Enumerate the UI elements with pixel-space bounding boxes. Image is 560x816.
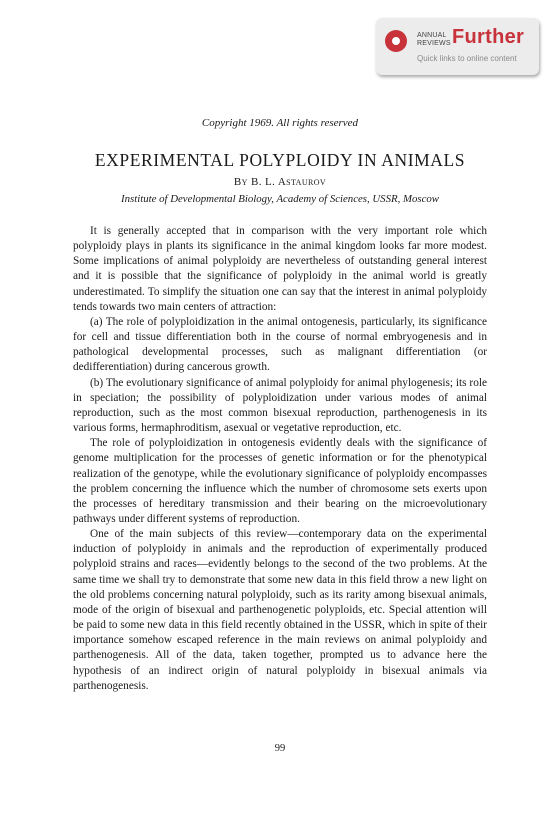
author-affiliation: Institute of Developmental Biology, Academy of Sciences, USSR, Moscow [121,193,439,205]
annual-reviews-further-badge[interactable] [376,18,539,75]
paragraph-review-subjects: One of the main subjects of this review—contemporary data on the experimental induction of polyploidy in animals and the reproduction of experimentally produced polyploid strains and races—evidently belongs to the second of the two problems. At the same time we shall try to demonstrate that some new data in this field throw a new light on the old problems concerning natural polyploidy, such as its rarity among bisexual animals, mode of the origin of bisexual and parthenogenetic polyploids, etc. Special attention will be paid to some new data in this field recently obtained in the USSR, which in spite of their importance somehow escaped reference in the main reviews on animal polyploidy and parthenogenesis. All of the data, taken together, prompted us to advance here the hypothesis of an indirect origin of natural polyploidy in bisexual animals via parthenogenesis. [73,528,487,692]
further-subtitle: Quick links to online content [417,54,517,63]
article-title: EXPERIMENTAL POLYPLOIDY IN ANIMALS [94,150,466,170]
byline-by: By [233,176,248,188]
page-number: 99 [274,743,286,754]
paragraph-intro: It is generally accepted that in comparison with the very important role which polyploidy plays in plants its significance in the animal kingdom looks far more modest. Some implications of animal polyploidy are nevertheless of outstanding general interest and it is possible that the significance of polyploidy in the animal world is greatly underestimated. To simplify the situation one can say that the interest in animal polyploidy tends towards two main centers of attraction: [73,225,487,313]
annual-reviews-logo-icon [385,30,407,52]
paragraph-ontogenesis: The role of polyploidization in ontogenesis evidently deals with the significance of genome multiplication for the processes of genetic information or for the phenotypical realization of the genotype, while the evolutionary significance of polyploidy encompasses the problem concerning the influence which the number of chromosome sets exerts upon the processes of hereditary transmission and their bearing on the microevolutionary pathways under different systems of reproduction. [73,437,487,525]
annual-reviews-wordmark: ANNUAL REVIEWS [417,32,451,47]
paragraph-point-b: (b) The evolutionary significance of animal polyploidy for animal phylogenesis; its role in speciation; the possibility of polyploidization under various modes of animal reproduction, such as the most common bisexual reproduction, parthenogenesis in its various forms, hermaphroditism, asexual or vegetative reproduction, etc. [73,376,487,435]
byline [0,176,560,188]
article-body [73,224,487,694]
copyright-notice: Copyright 1969. All rights reserved [201,117,359,129]
paragraph-point-a: (a) The role of polyploidization in the animal ontogenesis, particularly, its significance for cell and tissue differentiation both in the course of normal embryogenesis and in pathological developmental processes, such as malignant differentiation (or dedifferentiation) during cancerous growth. [73,315,487,374]
further-label: Further [452,26,525,48]
author-name: B. L. Astaurov [250,176,327,188]
